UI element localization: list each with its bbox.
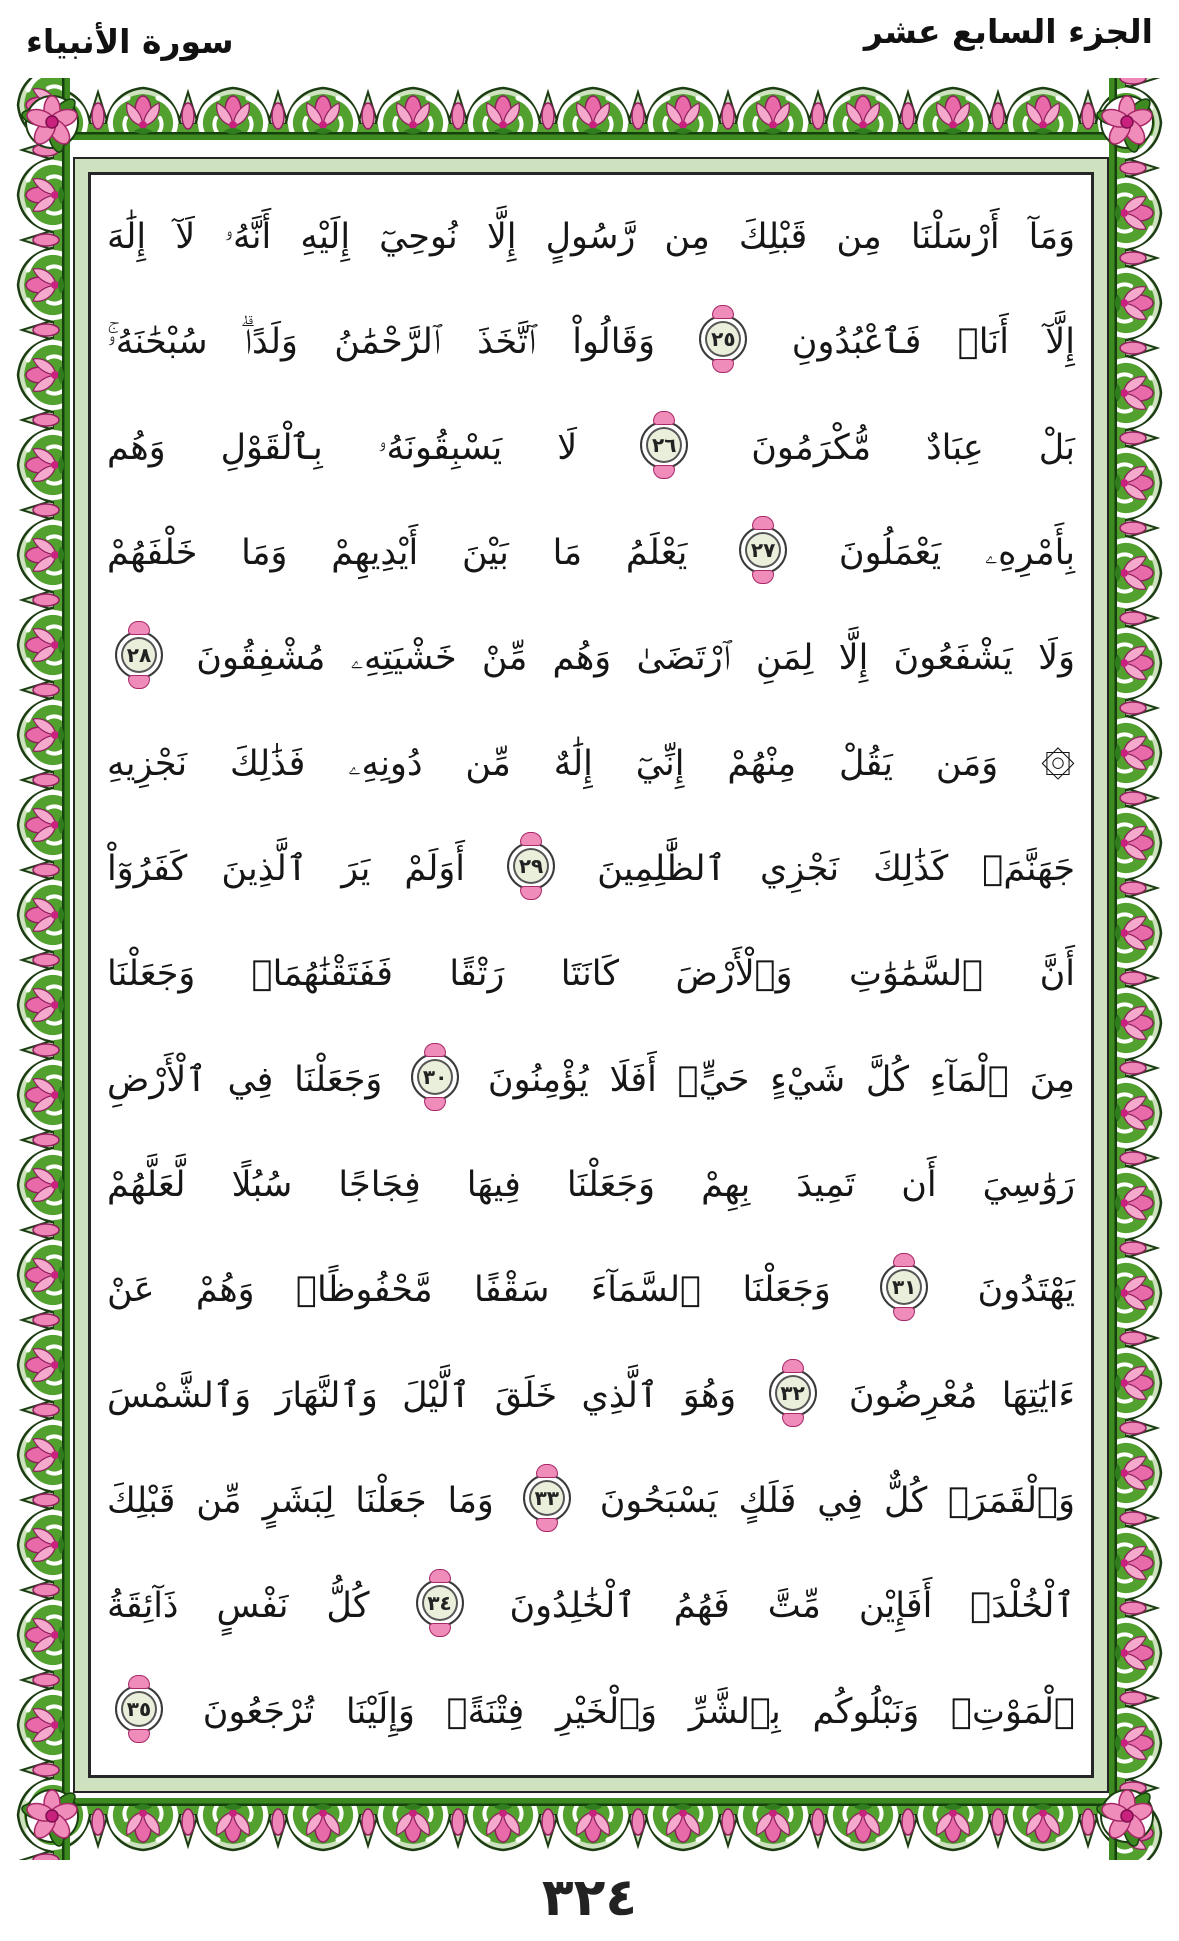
verse-number: ٣٣ xyxy=(534,1486,559,1511)
quran-line xyxy=(107,606,1075,711)
quran-text-segment: بِأَمْرِهِۦ يَعْمَلُونَ xyxy=(838,533,1075,574)
quran-text-segment: وَمَآ أَرْسَلْنَا مِن قَبْلِكَ مِن رَّسُولٍ إِلَّا نُوحِيٓ إِلَيْهِ أَنَّهُۥ لَآ إِلَٰهَ xyxy=(107,217,1075,257)
quran-text-segment: وَجَعَلْنَا فِي ٱلْأَرْضِ xyxy=(107,1059,383,1100)
quran-line xyxy=(107,185,1075,290)
quran-text-segment: مِنَ ٱلْمَآءِ كُلَّ شَيْءٍ حَيٍّۚ أَفَلَا يُؤْمِنُونَ xyxy=(487,1059,1076,1100)
quran-line xyxy=(107,817,1075,922)
quran-text-segment: وَمَا جَعَلْنَا لِبَشَرٍ مِّن قَبْلِكَ xyxy=(107,1481,494,1522)
quran-text-segment: ۞ وَمَن يَقُلْ مِنْهُمْ إِنِّيٓ إِلَٰهٌ مِّن دُونِهِۦ فَذَٰلِكَ نَجْزِيهِ xyxy=(107,743,1075,784)
quran-text-box xyxy=(88,172,1094,1778)
quran-text-segment: أَنَّ ٱلسَّمَٰوَٰتِ وَٱلْأَرْضَ كَانَتَا رَتْقًا فَفَتَقْنَٰهُمَاۖ وَجَعَلْنَا xyxy=(107,954,1075,995)
quran-line xyxy=(107,396,1075,501)
ayah-end-medallion-icon xyxy=(739,526,787,574)
quran-text-segment: وَٱلْقَمَرَۖ كُلٌّ فِي فَلَكٍ يَسْبَحُونَ xyxy=(599,1481,1075,1522)
quran-text-segment: وَلَا يَشْفَعُونَ إِلَّا لِمَنِ ٱرْتَضَىٰ وَهُم مِّنْ خَشْيَتِهِۦ مُشْفِقُونَ xyxy=(196,638,1075,679)
quran-text-segment: وَقَالُواْ ٱتَّخَذَ ٱلرَّحْمَٰنُ وَلَدًاۗ سُبْحَٰنَهُۥۚ xyxy=(107,322,655,363)
ayah-end-medallion-icon xyxy=(411,1053,459,1101)
quran-line xyxy=(107,290,1075,395)
mushaf-lines xyxy=(107,185,1075,1765)
ayah-end-medallion-icon xyxy=(507,842,555,890)
quran-text-segment: أَوَلَمْ يَرَ ٱلَّذِينَ كَفَرُوٓاْ xyxy=(107,849,465,890)
quran-line xyxy=(107,1554,1075,1659)
ayah-end-medallion-icon xyxy=(640,421,688,469)
ayah-end-medallion-icon xyxy=(523,1474,571,1522)
ayah-end-medallion-icon xyxy=(699,315,747,363)
ayah-end-medallion-icon xyxy=(769,1369,817,1417)
quran-text-segment: ٱلْخُلْدَۖ أَفَإِيْن مِّتَّ فَهُمُ ٱلْخَٰلِدُونَ xyxy=(509,1586,1075,1627)
quran-line xyxy=(107,1028,1075,1133)
juz-title: الجزء السابع عشر xyxy=(863,12,1153,51)
quran-line xyxy=(107,1660,1075,1765)
quran-text-segment: إِلَّآ أَنَا۠ فَٱعْبُدُونِ xyxy=(791,322,1075,363)
ayah-end-medallion-icon xyxy=(416,1579,464,1627)
verse-number: ٢٨ xyxy=(126,643,152,668)
verse-number: ٢٧ xyxy=(750,538,776,563)
verse-number: ٢٦ xyxy=(652,432,677,457)
quran-text-segment: يَعْلَمُ مَا بَيْنَ أَيْدِيهِمْ وَمَا خَلْفَهُمْ xyxy=(107,533,688,574)
verse-number: ٢٥ xyxy=(711,327,736,352)
verse-number: ٣٥ xyxy=(126,1696,152,1721)
quran-line xyxy=(107,1133,1075,1238)
quran-text-segment: ٱلْمَوْتِۗ وَنَبْلُوكُم بِٱلشَّرِّ وَٱلْخَيْرِ فِتْنَةًۖ وَإِلَيْنَا تُرْجَعُونَ xyxy=(202,1691,1075,1732)
quran-text-segment: بَلْ عِبَادٌ مُّكْرَمُونَ xyxy=(751,427,1075,468)
verse-number: ٣٠ xyxy=(422,1064,448,1089)
quran-text-segment: كُلُّ نَفْسٍ ذَآئِقَةُ xyxy=(107,1586,370,1627)
quran-text-segment: يَهْتَدُونَ xyxy=(977,1270,1075,1311)
quran-line xyxy=(107,1344,1075,1449)
quran-text-segment: جَهَنَّمَۚ كَذَٰلِكَ نَجْزِي ٱلظَّٰلِمِينَ xyxy=(597,849,1075,890)
quran-text-segment: ءَايَٰتِهَا مُعْرِضُونَ xyxy=(848,1375,1075,1416)
surah-title: سورة الأنبياء xyxy=(26,22,234,61)
quran-line xyxy=(107,712,1075,817)
verse-number: ٣١ xyxy=(891,1275,917,1300)
quran-text-segment: وَجَعَلْنَا ٱلسَّمَآءَ سَقْفًا مَّحْفُوظًاۖ وَهُمْ عَنْ xyxy=(107,1270,831,1311)
quran-text-segment: لَا يَسْبِقُونَهُۥ بِٱلْقَوْلِ وَهُم xyxy=(107,427,578,468)
verse-number: ٢٩ xyxy=(518,854,544,879)
page-number: ٣٢٤ xyxy=(541,1868,638,1928)
quran-line xyxy=(107,922,1075,1027)
quran-line xyxy=(107,501,1075,606)
ayah-end-medallion-icon xyxy=(115,1685,163,1733)
ayah-end-medallion-icon xyxy=(880,1263,928,1311)
quran-text-segment: رَوَٰسِيَ أَن تَمِيدَ بِهِمْ وَجَعَلْنَا فِيهَا فِجَاجًا سُبُلًا لَّعَلَّهُمْ xyxy=(107,1165,1075,1206)
ayah-end-medallion-icon xyxy=(115,631,163,679)
verse-number: ٣٢ xyxy=(780,1380,805,1405)
quran-line xyxy=(107,1449,1075,1554)
verse-number: ٣٤ xyxy=(427,1591,452,1616)
quran-text-segment: وَهُوَ ٱلَّذِي خَلَقَ ٱلَّيْلَ وَٱلنَّهَارَ وَٱلشَّمْسَ xyxy=(107,1375,737,1416)
quran-line xyxy=(107,1238,1075,1343)
